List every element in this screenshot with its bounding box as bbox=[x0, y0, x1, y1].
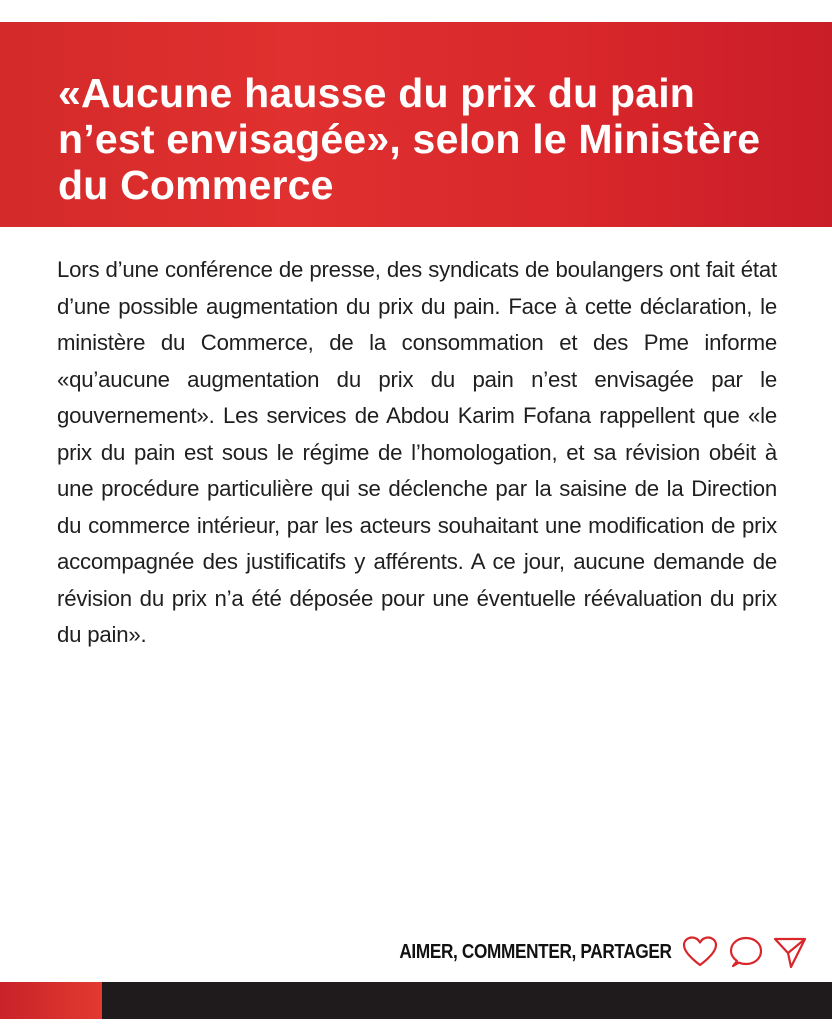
social-actions bbox=[682, 934, 812, 970]
bottom-margin bbox=[0, 1019, 832, 1024]
call-to-action: AIMER, COMMENTER, PARTAGER bbox=[399, 941, 672, 963]
top-margin bbox=[0, 0, 832, 22]
comment-icon[interactable] bbox=[728, 934, 764, 970]
share-icon[interactable] bbox=[772, 934, 808, 970]
article-body: Lors d’une conférence de presse, des syndicats de boulangers ont fait état d’une possible augmentation du prix du pain. Face à cette déclaration, le ministère du Commerce, de la consommation et des Pme informe «qu’aucune augmentation du prix du pain n’est envisagée par le gouvernement». Les services de Abdou Karim Fofana rappellent que «le prix du pain est sous le régime de l’homologation, et sa révision obéit à une procédure particulière qui se déclenche par la saisine de la Direction du commerce intérieur, par les acteurs souhaitant une modification de prix accompagnée des justificatifs y afférents. A ce jour, aucune demande de révision du prix n’a été déposée pour une éventuelle réévaluation du prix du pain». bbox=[57, 257, 777, 647]
heart-icon[interactable] bbox=[682, 934, 718, 970]
article-title: «Aucune hausse du prix du pain n’est envisagée», selon le Ministère du Commerce bbox=[58, 70, 761, 208]
footer-accent-bar bbox=[0, 982, 102, 1019]
footer-bar bbox=[102, 982, 832, 1019]
